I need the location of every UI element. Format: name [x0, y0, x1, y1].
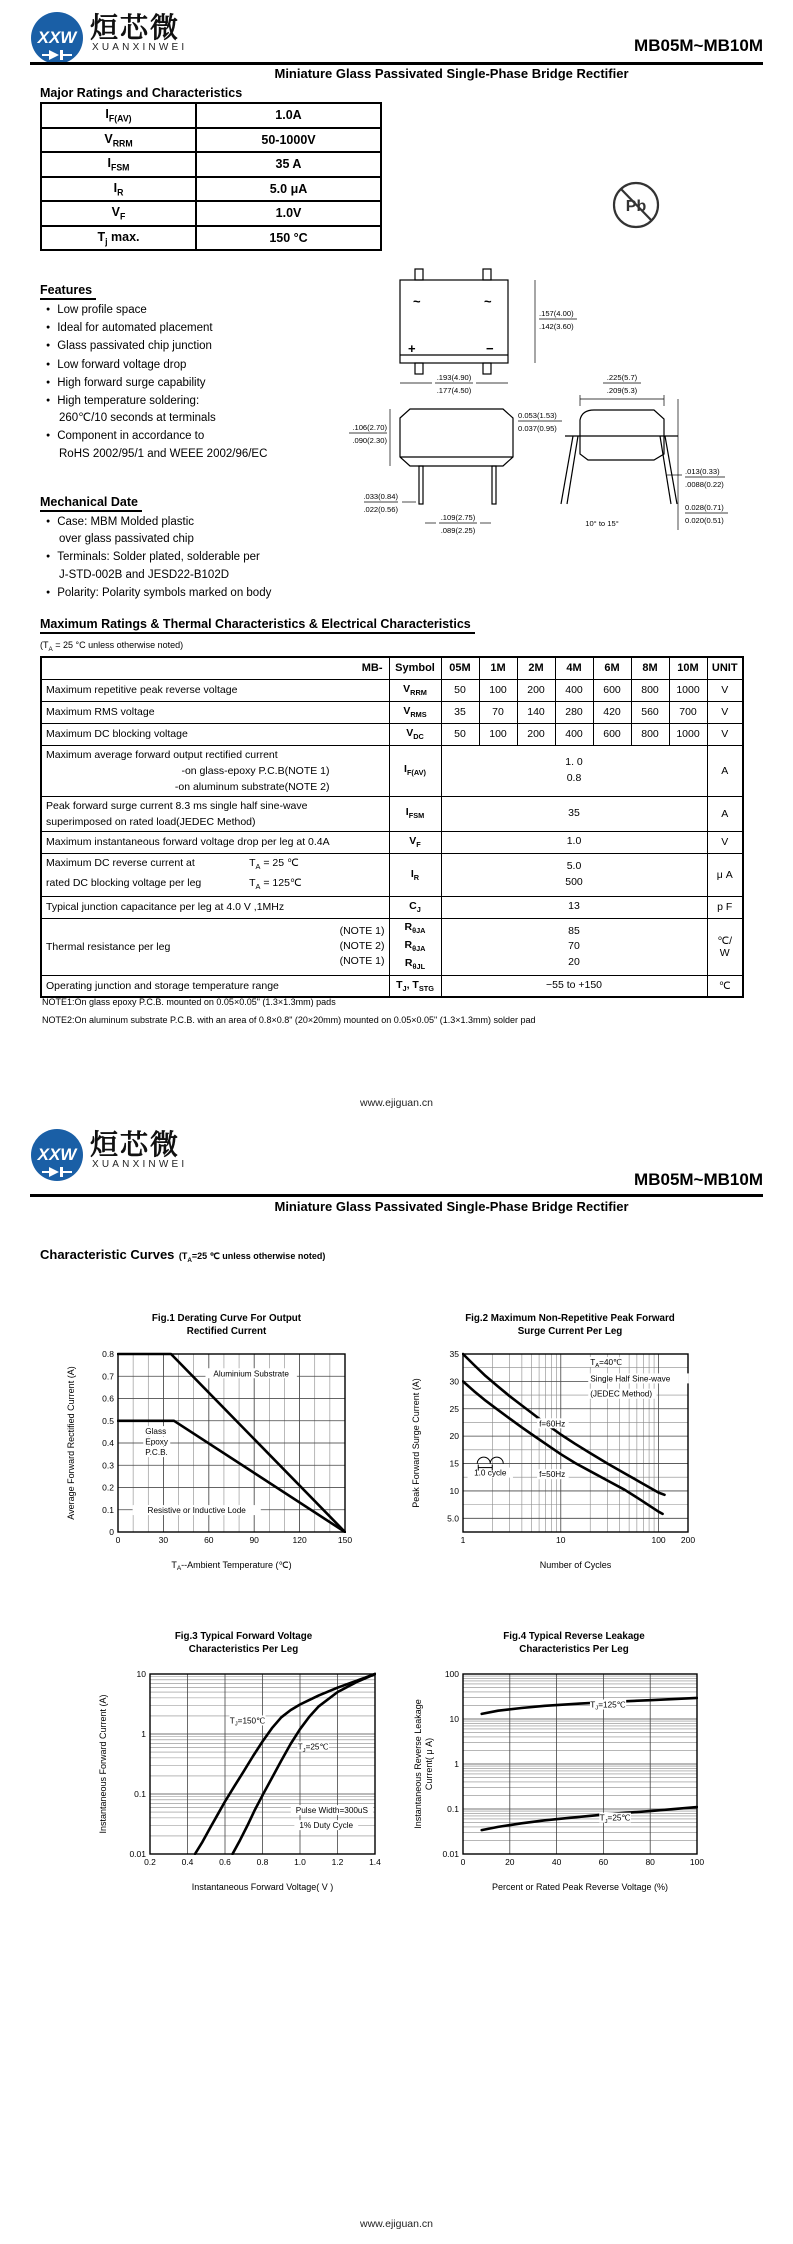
table-row [41, 896, 743, 918]
dim-side-seat-min: 0.037(0.95) [518, 424, 557, 433]
row-label: Maximum average forward output rectified current -on glass-epoxy P.C.B(NOTE 1) -on aluminum substrate(NOTE 2) [41, 745, 389, 796]
row-unit: V [707, 701, 743, 723]
table-row [41, 796, 743, 831]
cell-value: 800 [631, 679, 669, 701]
svg-text:30: 30 [158, 1535, 169, 1545]
cell-value: 400 [555, 679, 593, 701]
cell-value: 5.0 500 [441, 853, 707, 896]
row-unit: A [707, 745, 743, 796]
svg-text:1: 1 [141, 1729, 146, 1739]
logo-mark-icon [30, 11, 84, 65]
column-header: Symbol [389, 657, 441, 679]
svg-text:200: 200 [680, 1535, 696, 1545]
footer-url: www.ejiguan.cn [360, 1097, 433, 1109]
dim-end-width-max: .225(5.7) [606, 373, 638, 382]
row-unit: V [707, 723, 743, 745]
major-ratings-row [41, 128, 381, 153]
row-symbol: $I_{FSM}$ [389, 796, 441, 831]
svg-text:Number of Cycles: Number of Cycles [539, 1560, 612, 1570]
cell-value: 1000 [669, 723, 707, 745]
rating-symbol: $V_{RRM}$ [41, 128, 196, 153]
svg-text:35: 35 [449, 1349, 459, 1359]
dim-pitch-max: .109(2.75) [440, 513, 476, 522]
pb-text: Pb [625, 198, 647, 215]
brand-logo [30, 1128, 230, 1184]
cell-value: 1.0 [441, 831, 707, 853]
svg-text:1% Duty Cycle: 1% Duty Cycle [299, 1821, 354, 1831]
row-label: Operating junction and storage temperature range [41, 975, 389, 997]
svg-text:0.1: 0.1 [102, 1504, 114, 1515]
cell-value: 560 [631, 701, 669, 723]
svg-text:(JEDEC Method): (JEDEC Method) [590, 1389, 653, 1399]
svg-text:1.0 cycle: 1.0 cycle [474, 1468, 507, 1478]
cell-value: 200 [517, 679, 555, 701]
cell-value: 200 [517, 723, 555, 745]
svg-text:0.1: 0.1 [447, 1804, 459, 1814]
cell-value: 35 [441, 701, 479, 723]
row-symbol: $I_{F(AV)}$ [389, 745, 441, 796]
cell-value: 600 [593, 679, 631, 701]
minus-mark: − [486, 341, 494, 356]
svg-text:30: 30 [449, 1376, 459, 1387]
svg-text:100: 100 [651, 1535, 666, 1545]
rating-value: 150 °C [196, 226, 381, 251]
logo-badge-text: XXW [37, 1145, 77, 1164]
max-ratings-heading: Maximum Ratings & Thermal Characteristics & Electrical Characteristics [40, 617, 475, 634]
list-item: ● High forward surge capability [46, 376, 206, 389]
svg-text:1.4: 1.4 [369, 1857, 381, 1867]
cell-value: 70 [479, 701, 517, 723]
dim-lead-width-min: .022(0.56) [363, 505, 398, 514]
table-row [41, 745, 743, 796]
dim-side-seat-max: 0.053(1.53) [518, 411, 557, 420]
table-row [41, 975, 743, 997]
svg-text:40: 40 [551, 1857, 562, 1867]
major-ratings-heading: Major Ratings and Characteristics [40, 86, 243, 100]
svg-text:90: 90 [249, 1535, 259, 1545]
svg-text:Percent or Rated Peak Reverse: Percent or Rated Peak Reverse Voltage (%) [491, 1882, 669, 1892]
major-ratings-table [40, 102, 382, 251]
row-unit: ℃/ W [707, 918, 743, 975]
part-number: MB05M~MB10M [634, 36, 763, 55]
fig3-forward-voltage-curve [60, 1630, 385, 1899]
list-item: ● Low profile space [46, 304, 147, 316]
cell-value: 13 [441, 896, 707, 918]
cell-value: 100 [479, 679, 517, 701]
svg-text:Instantaneous Forward Current: Instantaneous Forward Current (A) [98, 1694, 108, 1834]
bullet-icon: ● [46, 306, 51, 313]
logo-cn-text: 烜芯微 [90, 12, 181, 43]
list-item: RoHS 2002/95/1 and WEEE 2002/96/EC [59, 447, 268, 460]
svg-text:20: 20 [449, 1431, 459, 1442]
bullet-icon: ● [46, 324, 51, 332]
section-title: Characteristic Curves [40, 1247, 175, 1262]
svg-text:P.C.B.: P.C.B. [145, 1448, 168, 1458]
svg-text:5.0: 5.0 [447, 1513, 459, 1524]
svg-text:60: 60 [598, 1857, 609, 1867]
cell-value: 1000 [669, 679, 707, 701]
dim-lead-width-max: .033(0.84) [363, 492, 398, 501]
svg-text:0.8: 0.8 [102, 1349, 114, 1359]
cell-value: −55 to +150 [441, 975, 707, 997]
max-ratings-table-wrap [40, 656, 744, 998]
svg-text:Peak Forward Surge Current (A): Peak Forward Surge Current (A) [411, 1378, 421, 1508]
rating-value: 1.0A [196, 103, 381, 128]
svg-text:0: 0 [460, 1857, 466, 1867]
row-unit: V [707, 679, 743, 701]
svg-text:1: 1 [454, 1759, 459, 1769]
column-header: 6M [593, 657, 631, 679]
column-header: 8M [631, 657, 669, 679]
dim-lead-thickness-max: .013(0.33) [685, 467, 720, 476]
fig3-plot [60, 1658, 385, 1894]
svg-text:0.2: 0.2 [144, 1857, 156, 1867]
dim-lead-angle: 10° to 15° [585, 519, 619, 528]
svg-text:10: 10 [449, 1485, 459, 1496]
logo-cn-text: 烜芯微 [90, 1129, 181, 1160]
ac-mark: ~ [413, 294, 421, 309]
table-row [41, 918, 743, 975]
svg-text:15: 15 [449, 1458, 459, 1469]
cell-value: 280 [555, 701, 593, 723]
dim-top-width-max: .193(4.90) [436, 373, 472, 382]
bullet-icon: ● [46, 553, 51, 561]
svg-text:Aluminium Substrate: Aluminium Substrate [213, 1369, 289, 1379]
cell-value: 140 [517, 701, 555, 723]
brand-logo [30, 11, 230, 67]
column-header: UNIT [707, 657, 743, 679]
logo-mark-icon [30, 1128, 84, 1182]
list-item: ● Component in accordance to [46, 430, 205, 443]
bullet-icon: ● [46, 342, 51, 350]
row-symbol: $R_{\theta JA}$ $R_{\theta JA}$ $R_{\theta JL}$ [389, 918, 441, 975]
svg-text:20: 20 [505, 1857, 515, 1867]
row-symbol: $V_F$ [389, 831, 441, 853]
row-symbol: $C_J$ [389, 896, 441, 918]
bullet-icon: ● [46, 432, 51, 440]
bullet-icon: ● [46, 518, 51, 525]
row-label: Maximum instantaneous forward voltage drop per leg at 0.4A [41, 831, 389, 853]
svg-text:Current( μ A): Current( μ A) [424, 1737, 434, 1791]
major-ratings-row [41, 201, 381, 226]
row-symbol: $V_{RRM}$ [389, 679, 441, 701]
cell-value: 1. 0 0.8 [441, 745, 707, 796]
logo-en-text: XUANXINWEI [92, 42, 188, 53]
ac-mark: ~ [484, 294, 492, 309]
major-ratings-row [41, 103, 381, 128]
svg-text:0: 0 [109, 1527, 114, 1537]
row-label: Thermal resistance per leg (NOTE 1) (NOTE 2) (NOTE 1) [41, 918, 389, 975]
rating-symbol: $I_R$ [41, 177, 196, 202]
cell-value: 600 [593, 723, 631, 745]
rating-symbol: $I_{FSM}$ [41, 152, 196, 177]
part-number: MB05M~MB10M [634, 1170, 763, 1189]
svg-text:0.01: 0.01 [442, 1849, 459, 1859]
characteristic-curves-heading [40, 1246, 325, 1264]
row-unit: V [707, 831, 743, 853]
svg-text:0.3: 0.3 [102, 1460, 114, 1471]
svg-text:Average Forward Rectified Curr: Average Forward Rectified Current (A) [66, 1366, 76, 1520]
svg-text:0.4: 0.4 [181, 1857, 194, 1867]
list-item: ● Polarity: Polarity symbols marked on body [46, 586, 272, 599]
list-item: 260℃/10 seconds at terminals [59, 412, 216, 425]
dim-lead-thickness-min: .0088(0.22) [685, 480, 724, 489]
dim-end-width-min: .209(5.3) [606, 386, 638, 395]
list-item: ● Glass passivated chip junction [46, 340, 212, 353]
dim-top-height-min: .142(3.60) [539, 322, 574, 331]
svg-text:1.2: 1.2 [331, 1857, 344, 1867]
plus-mark: + [408, 341, 416, 356]
column-header: 05M [441, 657, 479, 679]
svg-text:0.2: 0.2 [102, 1482, 114, 1493]
pb-free-icon [611, 180, 661, 235]
package-drawing [340, 268, 793, 545]
dim-end-lead-width-min: 0.020(0.51) [685, 516, 724, 525]
bullet-icon: ● [46, 588, 51, 596]
fig2-series [463, 1381, 663, 1514]
svg-text:10: 10 [449, 1714, 459, 1724]
svg-text:0.6: 0.6 [219, 1857, 231, 1867]
svg-text:80: 80 [645, 1857, 655, 1867]
package-end-view [561, 373, 728, 530]
package-side-view [349, 409, 562, 535]
footer-url: www.ejiguan.cn [360, 2218, 433, 2230]
section-condition: ($T_A=25$ ℃ unless otherwise noted) [178, 1251, 326, 1264]
rating-value: 50-1000V [196, 128, 381, 153]
svg-text:120: 120 [292, 1535, 307, 1545]
rating-value: 35 A [196, 152, 381, 177]
rating-symbol: $T_j$ max. [41, 226, 196, 251]
svg-text:Instantaneous Forward Voltage(: Instantaneous Forward Voltage( V ) [191, 1882, 334, 1892]
dim-top-width-min: .177(4.50) [436, 386, 472, 395]
cell-value: 50 [441, 679, 479, 701]
row-unit: μ A [707, 853, 743, 896]
list-item: J-STD-002B and JESD22-B102D [59, 568, 230, 581]
fig3-title: Fig.3 Typical Forward Voltage Characteristics Per Leg [174, 1631, 313, 1655]
rating-value: 1.0V [196, 201, 381, 226]
row-label: Maximum RMS voltage [41, 701, 389, 723]
bullet-icon: ● [46, 397, 51, 405]
fig2-plot [405, 1340, 735, 1572]
column-header: 10M [669, 657, 707, 679]
major-ratings-row [41, 152, 381, 177]
fig1-plot [60, 1340, 385, 1572]
cell-value: 800 [631, 723, 669, 745]
column-header: 2M [517, 657, 555, 679]
svg-text:0.5: 0.5 [102, 1415, 114, 1426]
logo-badge-text: XXW [37, 28, 77, 47]
table-row [41, 853, 743, 896]
column-header: 1M [479, 657, 517, 679]
svg-text:0: 0 [115, 1535, 121, 1545]
condition-note: ($T_A = 25$ °C unless otherwise noted) [40, 640, 184, 653]
fig2-title: Fig.2 Maximum Non-Repetitive Peak Forward Surge Current Per Leg [465, 1313, 675, 1337]
svg-text:150: 150 [337, 1535, 353, 1545]
cell-value: 100 [479, 723, 517, 745]
row-label: Maximum DC blocking voltage [41, 723, 389, 745]
row-label: Peak forward surge current 8.3 ms single half sine-wave superimposed on rated load(JEDEC Method) [41, 796, 389, 831]
dim-top-height-max: .157(4.00) [539, 309, 574, 318]
svg-text:TJ=150℃: $T_J=150℃$ [229, 1716, 266, 1728]
svg-text:1.0: 1.0 [294, 1857, 306, 1867]
dim-end-lead-width-max: 0.028(0.71) [685, 503, 724, 512]
row-unit: p F [707, 896, 743, 918]
list-item: ● High temperature soldering: [46, 395, 200, 408]
svg-text:TJ=25℃: $T_J=25℃$ [297, 1742, 329, 1754]
svg-text:100: 100 [444, 1669, 459, 1679]
column-header: 4M [555, 657, 593, 679]
fig4-plot [405, 1658, 735, 1894]
features-heading: Features [40, 283, 96, 300]
svg-text:25: 25 [449, 1403, 459, 1414]
bullet-icon: ● [46, 378, 51, 386]
svg-text:60: 60 [204, 1535, 214, 1545]
cell-value: 85 70 20 [441, 918, 707, 975]
row-label: Maximum repetitive peak reverse voltage [41, 679, 389, 701]
header-rule [30, 62, 763, 65]
svg-text:Instantaneous Reverse Leakage: Instantaneous Reverse Leakage [413, 1699, 423, 1829]
bullet-icon: ● [46, 360, 51, 368]
dim-pitch-min: .089(2.25) [440, 526, 476, 535]
list-item: ● Low forward voltage drop [46, 358, 187, 371]
svg-text:0.1: 0.1 [134, 1789, 146, 1799]
column-header: MB- [41, 657, 389, 679]
max-ratings-table [40, 656, 744, 998]
rating-symbol: $V_F$ [41, 201, 196, 226]
svg-text:f=50Hz: f=50Hz [539, 1470, 566, 1480]
svg-text:Resistive or Inductive Lode: Resistive or Inductive Lode [147, 1506, 246, 1516]
fig1-title: Fig.1 Derating Curve For Output Rectified Current [151, 1313, 302, 1337]
row-symbol: $T_J$, $T_{STG}$ [389, 975, 441, 997]
row-symbol: $V_{RMS}$ [389, 701, 441, 723]
major-ratings-row [41, 226, 381, 251]
row-symbol: $I_R$ [389, 853, 441, 896]
package-top-view [400, 269, 577, 395]
major-ratings-row [41, 177, 381, 202]
table-row [41, 679, 743, 701]
svg-text:0.01: 0.01 [129, 1849, 146, 1859]
list-item: over glass passivated chip [59, 533, 194, 546]
svg-text:10: 10 [136, 1669, 146, 1679]
svg-text:TA--Ambient Temperature (℃): $T_A-$-Ambient Temperature (℃) [171, 1560, 292, 1572]
table-row [41, 831, 743, 853]
row-unit: A [707, 796, 743, 831]
header-rule [30, 1194, 763, 1197]
fig2-surge-current-curve [405, 1312, 735, 1577]
list-item: ● Case: MBM Molded plastic [46, 516, 195, 528]
cell-value: 700 [669, 701, 707, 723]
svg-text:TJ=125℃: $T_J=125℃$ [590, 1700, 626, 1712]
row-label: Maximum DC reverse current at $T_A = 25$ ℃ rated DC blocking voltage per leg $T_A$ = 125℃ [41, 853, 389, 896]
doc-subtitle: Miniature Glass Passivated Single-Phase Bridge Rectifier [274, 1199, 629, 1214]
list-item: ● Terminals: Solder plated, solderable per [46, 551, 260, 564]
features-list [40, 301, 360, 463]
svg-text:0.4: 0.4 [102, 1438, 114, 1448]
svg-text:Single Half Sine-wave: Single Half Sine-wave [590, 1374, 671, 1384]
table-row [41, 701, 743, 723]
cell-value: 50 [441, 723, 479, 745]
table-header-row [41, 657, 743, 679]
cell-value: 400 [555, 723, 593, 745]
fig1-derating-curve [60, 1312, 385, 1577]
svg-text:10: 10 [556, 1535, 566, 1545]
note1: NOTE1:On glass epoxy P.C.B. mounted on 0.05×0.05" (1.3×1.3mm) pads [42, 997, 336, 1007]
mechanical-heading: Mechanical Date [40, 495, 142, 512]
row-unit: ℃ [707, 975, 743, 997]
table-row [41, 723, 743, 745]
note2: NOTE2:On aluminum substrate P.C.B. with an area of 0.8×0.8" (20×20mm) mounted on 0.05×0.05" (1.3×1.3mm) solder pad [42, 1015, 536, 1025]
dim-side-height-max: .106(2.70) [352, 423, 387, 432]
svg-text:0.8: 0.8 [256, 1857, 269, 1867]
svg-text:0.6: 0.6 [102, 1393, 114, 1404]
rating-symbol: $I_{F(AV)}$ [41, 103, 196, 128]
cell-value: 35 [441, 796, 707, 831]
cell-value: 420 [593, 701, 631, 723]
svg-text:f=60Hz: f=60Hz [539, 1419, 566, 1429]
dim-side-height-min: .090(2.30) [352, 436, 387, 445]
svg-text:Epoxy: Epoxy [145, 1437, 169, 1447]
svg-text:TA=40℃: $T_A=40℃$ [590, 1357, 623, 1370]
logo-en-text: XUANXINWEI [92, 1159, 188, 1170]
svg-text:0.7: 0.7 [102, 1371, 114, 1382]
fig4-reverse-leakage-curve [405, 1630, 735, 1899]
svg-text:1: 1 [460, 1535, 466, 1545]
mechanical-list [40, 513, 360, 602]
doc-subtitle: Miniature Glass Passivated Single-Phase Bridge Rectifier [274, 66, 629, 81]
fig4-title: Fig.4 Typical Reverse Leakage Characteristics Per Leg [503, 1631, 645, 1655]
svg-text:Pulse Width=300uS: Pulse Width=300uS [295, 1806, 368, 1816]
list-item: ● Ideal for automated placement [46, 322, 213, 335]
row-symbol: $V_{DC}$ [389, 723, 441, 745]
svg-text:100: 100 [689, 1857, 705, 1867]
svg-text:Glass: Glass [145, 1427, 167, 1437]
row-label: Typical junction capacitance per leg at 4.0 V ,1MHz [41, 896, 389, 918]
svg-text:TJ=25℃: $T_J=25℃$ [599, 1813, 631, 1825]
rating-value: 5.0 μA [196, 177, 381, 202]
